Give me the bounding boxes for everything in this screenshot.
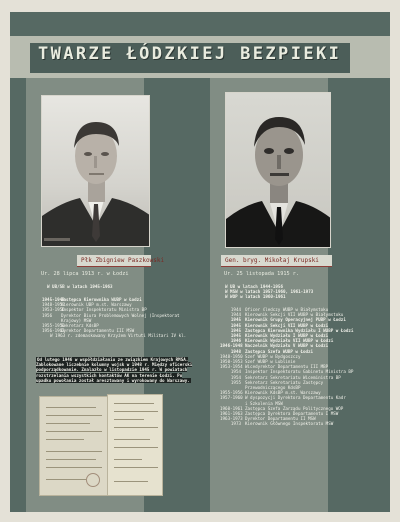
timeline-row: 1948-1950 Szef WUBP w Bydgoszczy	[220, 353, 301, 359]
timeline-row: 1946-1948 Naczelnik Wydziału V WUBP w Łodzi	[220, 343, 329, 349]
birth-line-krupski: Ur. 25 listopada 1915 r.	[224, 271, 299, 277]
timeline-row: 1945-1948Zastępca Kierownika WUBP w Łodzi	[42, 297, 142, 302]
timeline-krupski	[220, 307, 353, 427]
timeline-row: Przewodniczącego KdsBP	[245, 385, 301, 391]
timeline-row: 1963-1973 Dyrektor Departamentu II MSW	[220, 416, 316, 422]
archival-document-card	[39, 396, 109, 496]
timeline-row: 1956-1963Dyrektor Departamentu III MSW	[42, 328, 135, 334]
timeline-row: i Szkolenia MSW	[245, 400, 283, 406]
timeline-row: 1945 Kierownik Sekcji VII WUBP w Łodzi	[230, 322, 329, 328]
name-label-krupski: Gen. bryg. Mikołaj Krupski	[221, 255, 332, 267]
service-header-krupski: W UB w latach 1944-1956 W MSW w latach 1957-1960, 1961-1973 W WOP w latach 1960-1961	[225, 284, 314, 300]
timeline-row: 1950-1953 Szef WUBP w Lublinie	[220, 359, 296, 365]
poster-title: TWARZE ŁÓDZKIEJ BEZPIEKI	[38, 44, 342, 64]
portrait-photo-paszkowski	[41, 95, 150, 247]
archival-document-form	[107, 394, 163, 496]
stamp-icon	[86, 473, 100, 487]
timeline-row: 1954 Sekretarz Sekretariatu Wiceministra BP	[230, 374, 341, 380]
name-label-paszkowski: Płk Zbigniew Paszkowski	[77, 255, 151, 267]
timeline-row: 1953-1954 Wicedyrektor Departamentu III MBP	[220, 364, 329, 370]
timeline-row: 1961-1963 Zastępca Dyrektora Departamentu I MSW	[220, 411, 339, 417]
timeline-row: 1945 Kierownik Wydziału I WUBP w Łodzi	[230, 333, 329, 339]
timeline-row: 1948-1952Kierownik UBP m.st. Warszawy	[42, 302, 132, 308]
timeline-row: 1948 Zastępca Szefa WUBP w Łodzi	[230, 348, 314, 354]
timeline-row: 1955-1956Sekretarz KdsBP	[42, 323, 99, 329]
timeline-row: 1955 Sekretarz Sekretariatu Zastępcy	[230, 379, 324, 385]
timeline-row: 1953-1956Inspektor Inspektoratu Ministra BP	[42, 307, 147, 313]
timeline-row: Krajowy) MSW	[61, 317, 92, 323]
award-note-paszkowski: W 1963 r. zdemaskowany Krzyżem Virtuti Militari IV kl.	[50, 333, 187, 338]
timeline-row: 1973 Kierownik Głównego Inspektoratu MSW	[230, 421, 334, 427]
timeline-row: 1944 Kierownik Sekcji VII WUBP w Białymstoku	[230, 312, 344, 318]
timeline-row: 1955-1956 Kierownik KdsBP m.st. Warszawy	[220, 390, 321, 396]
timeline-row: 1944 Oficer śledczy WUBP w Białymstoku	[230, 307, 329, 312]
birth-line-paszkowski: Ur. 28 lipca 1913 r. w Łodzi	[41, 271, 129, 277]
timeline-row: 1945 Zastępca Kierownika Wydziału I WUBP w Łodzi	[230, 327, 354, 333]
timeline-row: 1956 Dyrektor Biura Problemowych Wolnej (Inspektorat	[42, 312, 180, 318]
timeline-paszkowski	[42, 297, 180, 333]
timeline-row: 1946 Kierownik Wydziału VII WUBP w Łodzi	[230, 338, 334, 344]
timeline-row: 1960-1961 Zastępca Szefa Zarządu Politycznego WOP	[220, 405, 344, 411]
timeline-row: 1957-1960 W dyspozycji Dyrektora Departamentu Kadr	[220, 395, 346, 401]
biography-paragraph-paszkowski	[36, 357, 196, 383]
biography-text: Od lutego 1946 w współdziałaniu ze związkiem Krajowych RMSA. Zablokowane liczebnie kolumny wojsk w 1948 r. Między oficerski podporządkowanie. Znalazło w listopadzie 1945 r. W powiatach rozstrzelania wszystkich kontaktów AK na terenie Łodzi. Po upadku powołania został aresztowany i wyrokowany do Warszawy.	[36, 357, 193, 383]
timeline-row: 1954 Inspektor Inspektoratu Gabinetu Ministra BP	[230, 369, 354, 375]
timeline-row: 1945 Kierownik Grupy Operacyjnej PUBP w Łodzi	[230, 317, 346, 323]
portrait-photo-krupski	[225, 92, 331, 248]
service-header-paszkowski: W UB/SB w latach 1945-1963	[47, 284, 113, 289]
